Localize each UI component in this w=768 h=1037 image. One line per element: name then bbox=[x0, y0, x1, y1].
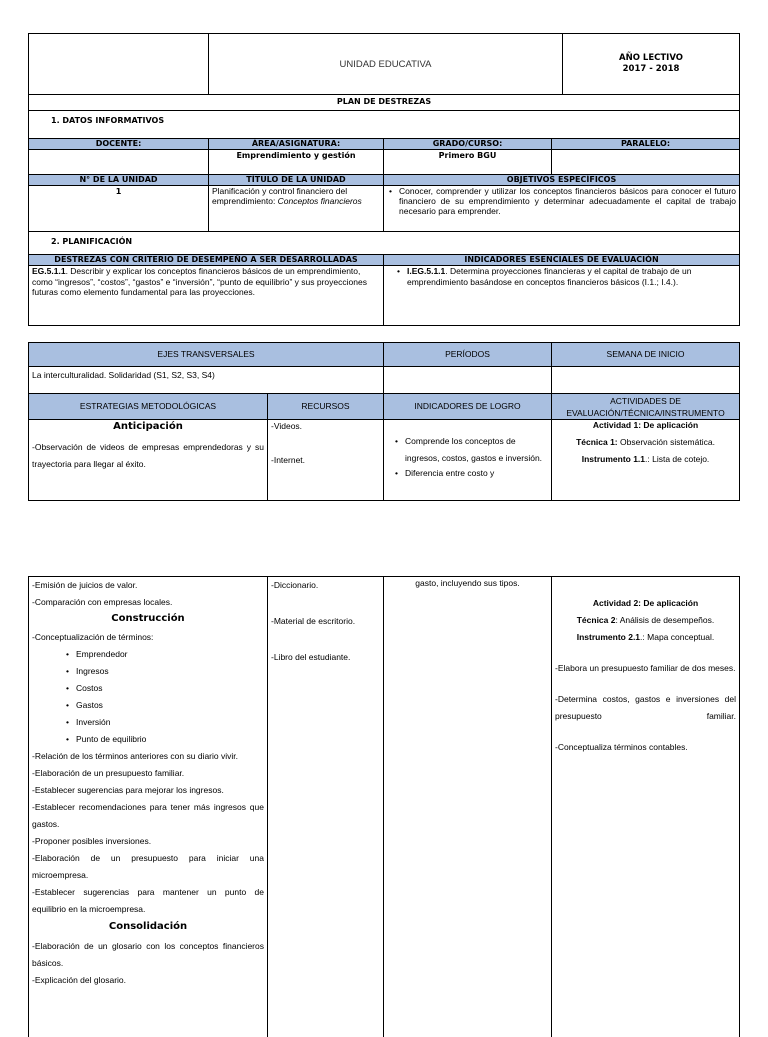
planning-table-page1-lower bbox=[28, 342, 740, 501]
header-grado: GRADO/CURSO: bbox=[384, 139, 552, 150]
header-estrategias: ESTRATEGIAS METODOLÓGICAS bbox=[29, 394, 268, 420]
unit-objective: • Conocer, comprender y utilizar los conceptos financieros básicos para conocer el futuro financiero de su emprendimiento y determinar adecuadamente el capital de trabajo necesario para emprender. bbox=[384, 186, 740, 232]
plan-title: PLAN DE DESTREZAS bbox=[29, 95, 740, 111]
section-datos-informativos: 1. DATOS INFORMATIVOS bbox=[29, 111, 740, 139]
header-docente: DOCENTE: bbox=[29, 139, 209, 150]
school-name: UNIDAD EDUCATIVA bbox=[209, 34, 563, 95]
header-recursos: RECURSOS bbox=[268, 394, 384, 420]
header-paralelo: PARALELO: bbox=[552, 139, 740, 150]
header-skills: DESTREZAS CON CRITERIO DE DESEMPEÑO A SER DESARROLLADAS bbox=[29, 255, 384, 266]
indicator-text: • I.EG.5.1.1. Determina proyecciones financieras y el capital de trabajo de un emprendimiento basándose en conceptos financieros básicos (I.1.; I.4.). bbox=[384, 266, 740, 326]
header-area: ÁREA/ASIGNATURA: bbox=[209, 139, 384, 150]
section-planificacion: 2. PLANIFICACIÓN bbox=[29, 232, 740, 255]
anticipation-indicators: • Comprende los conceptos de ingresos, costos, gastos e inversión. • Diferencia entre costo y bbox=[384, 420, 552, 501]
unit-number: 1 bbox=[29, 186, 209, 232]
semana-value bbox=[552, 367, 740, 394]
anticipation-resources: -Videos. -Internet. bbox=[268, 420, 384, 501]
activity-1: Actividad 1: De aplicación Técnica 1: Observación sistemática. Instrumento 1.1.: Lista de cotejo. bbox=[552, 420, 740, 501]
resources-cell-page2: -Diccionario. -Material de escritorio. -Libro del estudiante. bbox=[268, 577, 384, 1037]
skill-text: EG.5.1.1. Describir y explicar los conceptos financieros básicos de un emprendimiento, como “ingresos”, “costos”, “gastos” e “inversión”, “punto de equilibrio” y sus proyecciones futuras como elemento fundamental para las proyecciones. bbox=[29, 266, 384, 326]
periodos-value bbox=[384, 367, 552, 394]
header-periodos: PERÍODOS bbox=[384, 343, 552, 367]
value-paralelo bbox=[552, 150, 740, 175]
value-area: Emprendimiento y gestión bbox=[209, 150, 384, 175]
header-indicadores-logro: INDICADORES DE LOGRO bbox=[384, 394, 552, 420]
value-grado: Primero BGU bbox=[384, 150, 552, 175]
header-indicators: INDICADORES ESENCIALES DE EVALUACIÓN bbox=[384, 255, 740, 266]
planning-table-page1 bbox=[28, 33, 740, 326]
ejes-value: La interculturalidad. Solidaridad (S1, S2, S3, S4) bbox=[29, 367, 384, 394]
header-unit-number: N° DE LA UNIDAD bbox=[29, 175, 209, 186]
activity-2: Actividad 2: De aplicación Técnica 2: Análisis de desempeños. Instrumento 2.1.: Mapa conceptual. -Elabora un presupuesto familiar de dos meses. -Determina costos, gastos e inversiones del presupuesto familiar. -Conceptualiza términos contables. bbox=[552, 577, 740, 1037]
planning-table-page2 bbox=[28, 576, 740, 1037]
school-year: AÑO LECTIVO 2017 - 2018 bbox=[563, 34, 740, 95]
indicators-cell-page2: gasto, incluyendo sus tipos. bbox=[384, 577, 552, 1037]
value-docente bbox=[29, 150, 209, 175]
header-actividades: ACTIVIDADES DE EVALUACIÓN/TÉCNICA/INSTRUMENTO bbox=[552, 394, 740, 420]
header-unit-title: TÍTULO DE LA UNIDAD bbox=[209, 175, 384, 186]
terms-list: • Emprendedor • Ingresos • Costos • Gastos • Inversión • Punto de equilibrio bbox=[32, 646, 264, 748]
strategies-cell-page2: -Emisión de juicios de valor. -Comparación con empresas locales. Construcción -Conceptualización de términos: • Emprendedor • Ingresos • Costos • Gastos • Inversión • Punto de equilibrio -Relación de los términos anteriores con su diario vivir. -Elaboración de un presupuesto familiar. -Establecer sugerencias para mejorar los ingresos. -Establecer recomendaciones para tener más ingresos que gastos. -Proponer posibles inversiones. -Elaboración de un presupuesto para iniciar una microempresa. -Establecer sugerencias para mantener un punto de equilibrio en la microempresa. Consolidación -Elaboración de un glosario con los conceptos financieros básicos. -Explicación del glosario. bbox=[29, 577, 268, 1037]
logo-cell bbox=[29, 34, 209, 95]
anticipation-cell: Anticipación -Observación de videos de empresas emprendedoras y su trayectoria para llegar al éxito. bbox=[29, 420, 268, 501]
header-ejes: EJES TRANSVERSALES bbox=[29, 343, 384, 367]
header-objectives: OBJETIVOS ESPECÍFICOS bbox=[384, 175, 740, 186]
header-semana: SEMANA DE INICIO bbox=[552, 343, 740, 367]
unit-title: Planificación y control financiero del emprendimiento: Conceptos financieros bbox=[209, 186, 384, 232]
